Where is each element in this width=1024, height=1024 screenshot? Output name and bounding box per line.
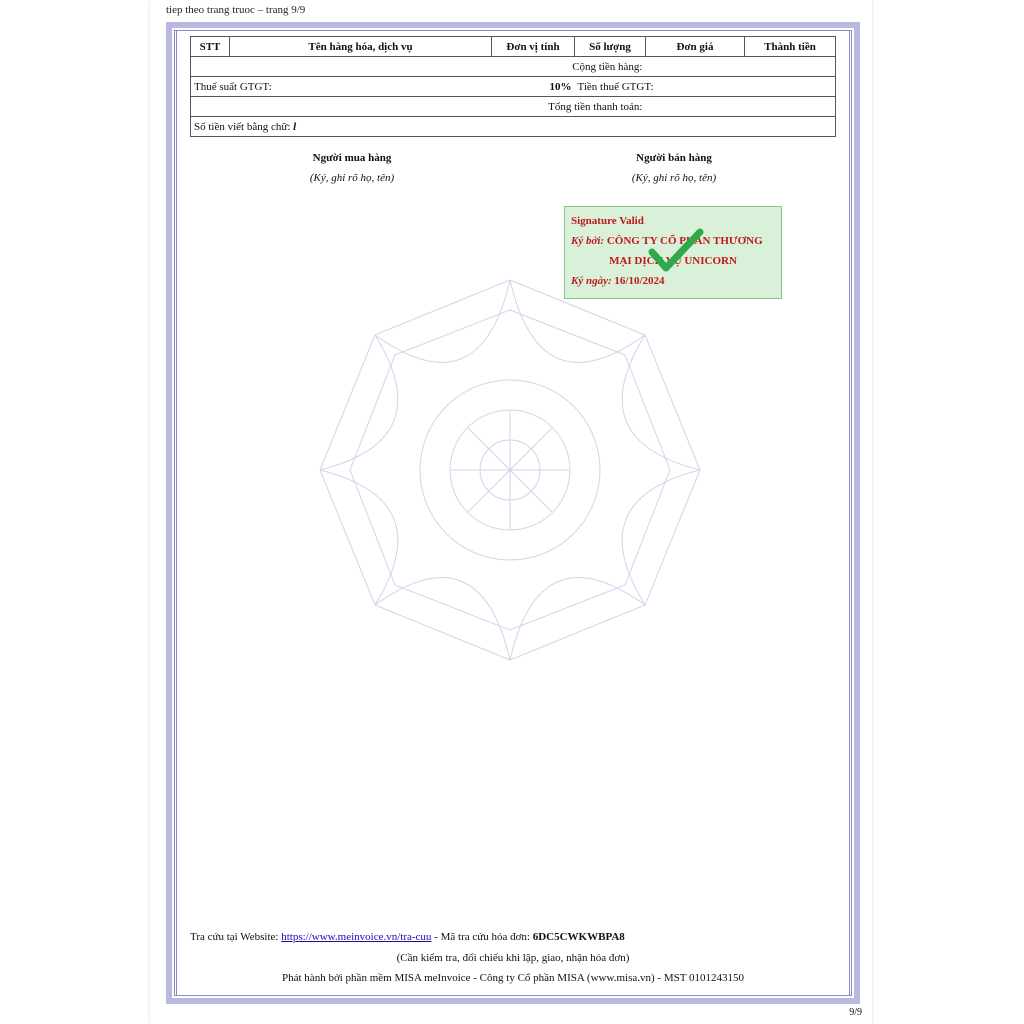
lookup-code-value: 6DC5CWKWBPA8 [532,931,625,943]
row-cong-tien-hang [191,57,836,77]
col-don-vi: Đơn vị tính [492,37,575,57]
stamp-date-value: 16/10/2024 [614,275,665,287]
stamp-signed-by-line1: CÔNG TY CỔ PHẦN THƯƠNG [606,235,763,247]
tong-tien-label: Tổng tiền thanh toán: [191,97,646,117]
seller-title: Người bán hàng [636,152,712,164]
check-icon [648,228,704,274]
stamp-status: Signature Valid [571,215,644,227]
cong-tien-hang-label: Cộng tiền hàng: [191,57,646,77]
seller-signature-block [574,152,774,184]
tien-thue-label: Tiền thuế GTGT: [575,77,836,97]
so-tien-chu-value: l [293,120,297,133]
row-so-tien-chu [191,117,836,137]
stamp-date-label: Ký ngày: [571,275,612,287]
lookup-code-label: - Mã tra cứu hóa đơn: [434,931,530,943]
page-number: 9/9 [849,1007,862,1018]
col-so-luong: Số lượng [575,37,646,57]
col-stt: STT [191,37,230,57]
thue-suat-label: Thuế suất GTGT: [194,80,272,93]
buyer-title: Người mua hàng [312,152,392,164]
col-don-gia: Đơn giá [646,37,745,57]
footer-publisher: Phát hành bởi phần mềm MISA meInvoice - Công ty Cổ phần MISA (www.misa.vn) - MST 0101243150 [282,972,744,984]
thue-suat-value: 10% [549,80,572,93]
buyer-note: (Ký, ghi rõ họ, tên) [309,172,395,184]
invoice-table [190,36,836,137]
stamp-signed-by-label: Ký bởi: [571,235,605,247]
col-ten-hang: Tên hàng hóa, dịch vụ [230,37,492,57]
lookup-url-link[interactable]: https://www.meinvoice.vn/tra-cuu [281,931,432,943]
stamp-signed-by-line2: MẠI DỊCH VỤ UNICORN [609,255,737,267]
col-thanh-tien: Thành tiền [745,37,836,57]
so-tien-chu-label: Số tiền viết bằng chữ: [194,120,291,133]
footer-note: (Cần kiểm tra, đối chiếu khi lập, giao, nhận hóa đơn) [396,952,630,964]
row-tong-tien [191,97,836,117]
lookup-prefix: Tra cứu tại Website: [190,931,279,943]
header-note: tiep theo trang truoc – trang 9/9 [166,4,306,16]
row-thue-suat [191,77,836,97]
lookup-line [190,931,836,943]
guilloche-watermark [300,270,720,670]
seller-note: (Ký, ghi rõ họ, tên) [631,172,717,184]
table-header-row [191,37,836,57]
buyer-signature-block [252,152,452,184]
